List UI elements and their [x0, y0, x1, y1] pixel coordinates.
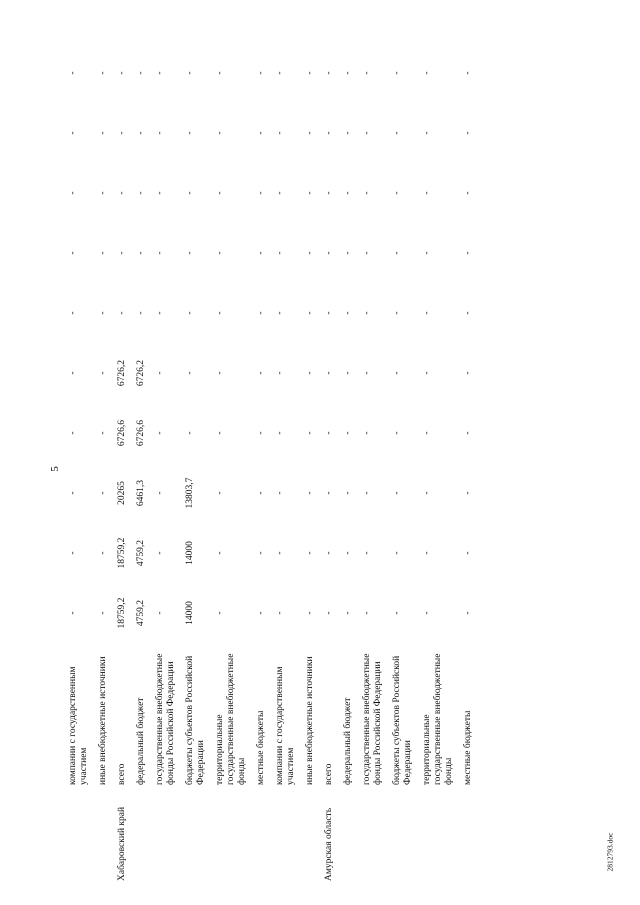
region-cell: Хабаровский край [117, 806, 127, 881]
value-cell: - [392, 551, 402, 555]
value-cell: - [155, 491, 165, 495]
value-cell: - [463, 311, 473, 315]
value-cell: - [185, 191, 195, 195]
value-cell: - [185, 131, 195, 135]
region-cell [305, 789, 324, 885]
value-cell: - [362, 251, 372, 255]
value-cell: - [343, 491, 353, 495]
region-cell [392, 789, 422, 885]
region-cell [343, 789, 362, 885]
value-cell: - [98, 611, 108, 615]
value-cell: - [117, 311, 127, 315]
value-cell: - [68, 311, 78, 315]
value-cell: - [256, 131, 266, 135]
value-cell: - [215, 431, 225, 435]
value-cell: - [324, 131, 334, 135]
value-cell: - [422, 431, 432, 435]
region-cell [422, 789, 463, 885]
value-cell: - [392, 311, 402, 315]
value-cell: - [392, 191, 402, 195]
value-cell: - [275, 131, 285, 135]
value-cell: - [68, 551, 78, 555]
value-cell: - [185, 251, 195, 255]
value-cell: - [422, 491, 432, 495]
funding-source-cell: компании с государственным участием [68, 666, 89, 785]
value-cell: 6726,2 [117, 359, 127, 387]
value-cell: - [275, 191, 285, 195]
value-cell: - [343, 251, 353, 255]
table-row [185, 43, 215, 885]
value-cell: - [98, 131, 108, 135]
value-cell: - [324, 611, 334, 615]
value-cell: 14000 [185, 601, 195, 625]
value-cell: 6461,3 [136, 479, 146, 507]
funding-source-cell: местные бюджеты [463, 710, 473, 785]
value-cell: - [422, 251, 432, 255]
value-cell: - [463, 71, 473, 75]
value-cell: - [136, 71, 146, 75]
region-cell [215, 789, 256, 885]
value-cell: - [215, 611, 225, 615]
value-cell: 20265 [117, 481, 127, 505]
value-cell: - [392, 71, 402, 75]
value-cell: - [275, 551, 285, 555]
region-cell [362, 789, 392, 885]
funding-source-cell: бюджеты субъектов Российской Федерации [392, 655, 413, 785]
value-cell: - [98, 311, 108, 315]
value-cell: - [422, 71, 432, 75]
value-cell: - [155, 551, 165, 555]
table-row [324, 43, 343, 885]
value-cell: - [343, 311, 353, 315]
table-body [68, 43, 482, 885]
value-cell: - [68, 371, 78, 375]
region-cell [68, 789, 98, 885]
value-cell: - [275, 71, 285, 75]
value-cell: - [256, 431, 266, 435]
value-cell: - [68, 71, 78, 75]
value-cell: - [117, 191, 127, 195]
value-cell: - [362, 491, 372, 495]
table-row [362, 43, 392, 885]
value-cell: - [324, 551, 334, 555]
value-cell: - [392, 491, 402, 495]
value-cell: - [185, 71, 195, 75]
value-cell: - [98, 71, 108, 75]
value-cell: - [256, 311, 266, 315]
value-cell: - [155, 251, 165, 255]
value-cell: - [362, 431, 372, 435]
value-cell: - [324, 371, 334, 375]
document-id-text: 2812793.doc [605, 832, 615, 872]
value-cell: - [463, 491, 473, 495]
value-cell: - [136, 131, 146, 135]
value-cell: - [305, 491, 315, 495]
value-cell: - [215, 371, 225, 375]
value-cell: - [362, 611, 372, 615]
value-cell: - [324, 71, 334, 75]
value-cell: - [305, 611, 315, 615]
value-cell: - [98, 371, 108, 375]
value-cell: - [362, 191, 372, 195]
value-cell: - [185, 431, 195, 435]
funding-source-cell: иные внебюджетные источники [305, 656, 315, 785]
value-cell: - [343, 191, 353, 195]
value-cell: - [275, 251, 285, 255]
value-cell: 4759,2 [136, 599, 146, 627]
table-row [392, 43, 422, 885]
table-row [68, 43, 98, 885]
value-cell: - [463, 611, 473, 615]
value-cell: - [305, 131, 315, 135]
value-cell: - [275, 491, 285, 495]
funding-source-cell: государственные внебюджетные фонды Российской Федерации [155, 653, 176, 785]
value-cell: - [463, 131, 473, 135]
value-cell: - [68, 131, 78, 135]
value-cell: - [155, 611, 165, 615]
value-cell: - [275, 611, 285, 615]
value-cell: - [68, 431, 78, 435]
value-cell: - [256, 551, 266, 555]
value-cell: - [155, 371, 165, 375]
value-cell: - [305, 311, 315, 315]
region-cell [136, 789, 155, 885]
value-cell: 6726,6 [136, 419, 146, 447]
value-cell: - [343, 71, 353, 75]
value-cell: - [215, 491, 225, 495]
value-cell: - [463, 251, 473, 255]
value-cell: - [275, 371, 285, 375]
region-cell [256, 789, 275, 885]
value-cell: 4759,2 [136, 539, 146, 567]
value-cell: - [117, 71, 127, 75]
table-row [136, 43, 155, 885]
value-cell: 18759,2 [117, 597, 127, 629]
value-cell: - [422, 551, 432, 555]
table-row [463, 43, 482, 885]
funding-source-cell: федеральный бюджет [343, 697, 353, 785]
value-cell: - [392, 131, 402, 135]
value-cell: - [324, 431, 334, 435]
value-cell: - [362, 371, 372, 375]
value-cell: - [324, 491, 334, 495]
table-row [256, 43, 275, 885]
value-cell: - [362, 131, 372, 135]
table-row [117, 43, 136, 885]
value-cell: - [343, 371, 353, 375]
value-cell: - [463, 431, 473, 435]
value-cell: - [98, 491, 108, 495]
value-cell: - [256, 371, 266, 375]
region-cell [98, 789, 117, 885]
value-cell: - [422, 371, 432, 375]
funding-source-cell: местные бюджеты [256, 710, 266, 785]
value-cell: - [68, 191, 78, 195]
value-cell: - [117, 251, 127, 255]
funding-source-cell: всего [117, 763, 127, 785]
value-cell: - [136, 251, 146, 255]
value-cell: - [155, 191, 165, 195]
value-cell: - [215, 191, 225, 195]
value-cell: - [98, 251, 108, 255]
value-cell: - [422, 311, 432, 315]
document-id [605, 832, 615, 872]
value-cell: - [185, 311, 195, 315]
funding-source-cell: государственные внебюджетные фонды Российской Федерации [362, 653, 383, 785]
value-cell: - [256, 491, 266, 495]
funding-table [68, 65, 538, 885]
value-cell: - [305, 251, 315, 255]
value-cell: - [215, 251, 225, 255]
value-cell: - [463, 371, 473, 375]
value-cell: - [98, 431, 108, 435]
value-cell: 18759,2 [117, 537, 127, 569]
value-cell: - [362, 311, 372, 315]
table-row [275, 43, 305, 885]
funding-source-cell: территориальные государственные внебюджетные фонды [422, 653, 454, 785]
value-cell: - [68, 611, 78, 615]
value-cell: - [324, 191, 334, 195]
value-cell: - [136, 311, 146, 315]
value-cell: - [98, 551, 108, 555]
value-cell: 6726,6 [117, 419, 127, 447]
value-cell: 14000 [185, 541, 195, 565]
value-cell: - [68, 491, 78, 495]
region-cell [155, 789, 185, 885]
value-cell: - [324, 311, 334, 315]
value-cell: - [215, 311, 225, 315]
value-cell: - [256, 191, 266, 195]
value-cell: - [392, 431, 402, 435]
value-cell: - [215, 551, 225, 555]
value-cell: - [275, 431, 285, 435]
value-cell: - [422, 131, 432, 135]
region-cell: Амурская область [324, 807, 334, 881]
value-cell: - [343, 431, 353, 435]
funding-source-cell: федеральный бюджет [136, 697, 146, 785]
table-row [422, 43, 463, 885]
funding-source-cell: иные внебюджетные источники [98, 656, 108, 785]
value-cell: - [422, 611, 432, 615]
value-cell: - [463, 551, 473, 555]
value-cell: - [422, 191, 432, 195]
value-cell: - [392, 251, 402, 255]
value-cell: - [215, 131, 225, 135]
value-cell: - [275, 311, 285, 315]
value-cell: - [305, 191, 315, 195]
value-cell: - [392, 611, 402, 615]
funding-source-cell: территориальные государственные внебюджетные фонды [215, 653, 247, 785]
value-cell: - [155, 311, 165, 315]
region-cell [275, 789, 305, 885]
value-cell: - [343, 131, 353, 135]
value-cell: - [136, 191, 146, 195]
value-cell: - [215, 71, 225, 75]
value-cell: - [463, 191, 473, 195]
value-cell: - [324, 251, 334, 255]
value-cell: - [392, 371, 402, 375]
value-cell: - [98, 191, 108, 195]
value-cell: - [305, 431, 315, 435]
table-row [343, 43, 362, 885]
value-cell: - [155, 131, 165, 135]
value-cell: - [68, 251, 78, 255]
funding-source-cell: бюджеты субъектов Российской Федерации [185, 655, 206, 785]
value-cell: - [362, 551, 372, 555]
value-cell: - [185, 371, 195, 375]
value-cell: 13803,7 [185, 477, 195, 509]
value-cell: 6726,2 [136, 359, 146, 387]
value-cell: - [117, 131, 127, 135]
funding-source-cell: всего [324, 763, 334, 785]
region-cell [185, 789, 215, 885]
table-row [155, 43, 185, 885]
value-cell: - [305, 371, 315, 375]
value-cell: - [155, 431, 165, 435]
funding-source-cell: компании с государственным участием [275, 666, 296, 785]
value-cell: - [343, 611, 353, 615]
table-row [98, 43, 117, 885]
value-cell: - [256, 251, 266, 255]
value-cell: - [305, 551, 315, 555]
value-cell: - [305, 71, 315, 75]
value-cell: - [343, 551, 353, 555]
value-cell: - [256, 611, 266, 615]
table-row [215, 43, 256, 885]
region-cell [463, 789, 482, 885]
table-row [305, 43, 324, 885]
value-cell: - [256, 71, 266, 75]
value-cell: - [155, 71, 165, 75]
page-number: 5 [49, 466, 61, 472]
value-cell: - [362, 71, 372, 75]
